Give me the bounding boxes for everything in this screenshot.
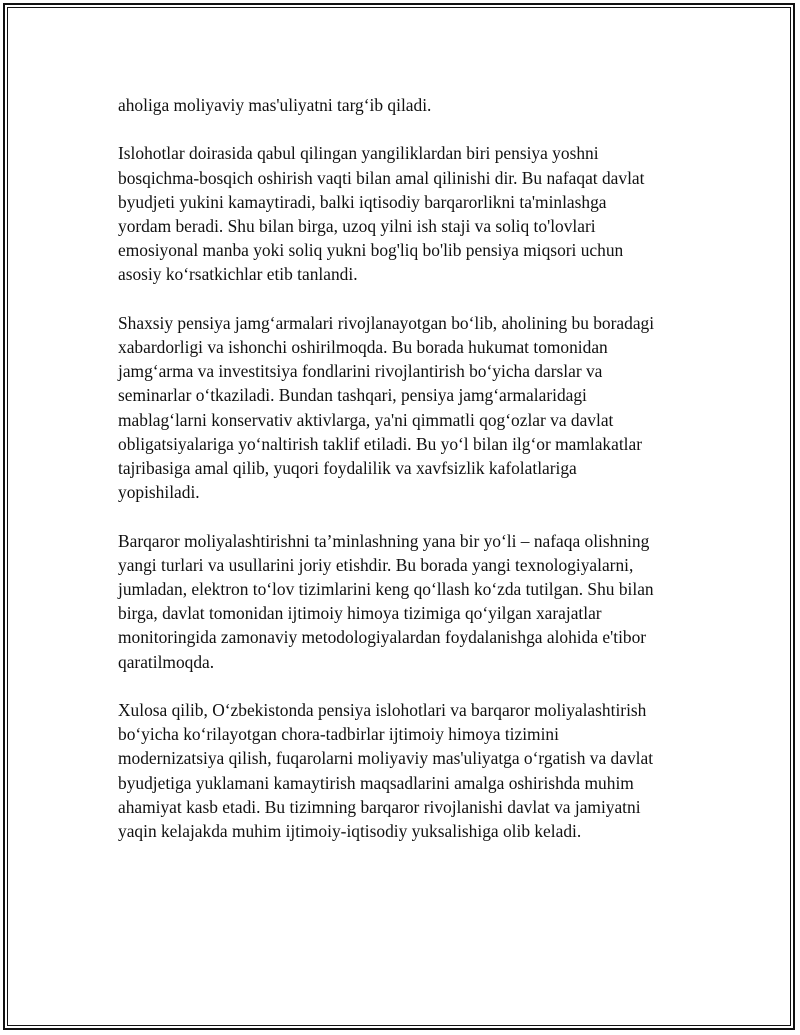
text-line: Islohotlar doirasida qabul qilingan yangiliklardan biri pensiya yoshni	[118, 143, 599, 164]
paragraph	[118, 529, 698, 674]
text-line: byudjetiga yuklamani kamaytirish maqsadlarini amalga oshirishda muhim	[118, 772, 634, 793]
text-line: yordam beradi. Shu bilan birga, uzoq yilni ish staji va soliq to'lovlari	[118, 216, 596, 236]
text-line: Xulosa qilib, O‘zbekistonda pensiya islohotlari va barqaror moliyalashtirish	[118, 700, 647, 721]
paragraph	[118, 93, 698, 117]
text-line: bosqichma-bosqich oshirish vaqti bilan amal qilinishi dir. Bu nafaqat davlat	[118, 167, 645, 188]
text-line: jumladan, elektron to‘lov tizimlarini keng qo‘llash ko‘zda tutilgan. Shu bilan	[118, 579, 654, 600]
text-line: tajribasiga amal qilib, yuqori foydalilik va xavfsizlik kafolatlariga	[118, 458, 577, 479]
text-line: ahamiyat kasb etadi. Bu tizimning barqaror rivojlanishi davlat va jamiyatni	[118, 796, 641, 817]
text-line: seminarlar o‘tkaziladi. Bundan tashqari, pensiya jamg‘armalaridagi	[118, 385, 587, 406]
text-line: emosiyonal manba yoki soliq yukni bog'liq bo'lib pensiya miqsori uchun	[118, 240, 624, 261]
text-line: mablag‘larni konservativ aktivlarga, ya'ni qimmatli qog‘ozlar va davlat	[118, 409, 614, 430]
text-line: aholiga moliyaviy mas'uliyatni targ‘ib qiladi.	[118, 95, 432, 115]
text-line: Barqaror moliyalashtirishni ta’minlashning yana bir yo‘li – nafaqa olishning	[118, 530, 650, 551]
text-line: bo‘yicha ko‘rilayotgan chora-tadbirlar ijtimoiy himoya tizimini	[118, 724, 559, 745]
text-line: asosiy ko‘rsatkichlar etib tanlandi.	[118, 264, 358, 285]
text-line: xabardorligi va ishonchi oshirilmoqda. Bu borada hukumat tomonidan	[118, 337, 608, 357]
text-line: obligatsiyalariga yo‘naltirish taklif etiladi. Bu yo‘l bilan ilg‘or mamlakatlar	[118, 433, 642, 454]
paragraph	[118, 311, 698, 505]
text-line: Shaxsiy pensiya jamg‘armalari rivojlanayotgan bo‘lib, aholining bu boradagi	[118, 312, 655, 333]
text-line: yaqin kelajakda muhim ijtimoiy-iqtisodiy yuksalishiga olib keladi.	[118, 821, 582, 842]
text-line: yangi turlari va usullarini joriy etishdir. Bu borada yangi texnologiyalarni,	[118, 554, 634, 575]
text-line: yopishiladi.	[118, 482, 200, 503]
text-line: modernizatsiya qilish, fuqarolarni moliyaviy mas'uliyatga o‘rgatish va davlat	[118, 748, 654, 769]
text-line: qaratilmoqda.	[118, 651, 215, 672]
document-body	[118, 93, 698, 867]
text-line: byudjeti yukini kamaytiradi, balki iqtisodiy barqarorlikni ta'minlashga	[118, 191, 607, 212]
paragraph	[118, 698, 698, 843]
text-line: jamg‘arma va investitsiya fondlarini rivojlantirish bo‘yicha darslar va	[118, 361, 603, 382]
text-line: monitoringida zamonaviy metodologiyalardan foydalanishga alohida e'tibor	[118, 627, 647, 648]
paragraph	[118, 141, 698, 286]
text-line: birga, davlat tomonidan ijtimoiy himoya tizimiga qo‘yilgan xarajatlar	[118, 603, 602, 624]
